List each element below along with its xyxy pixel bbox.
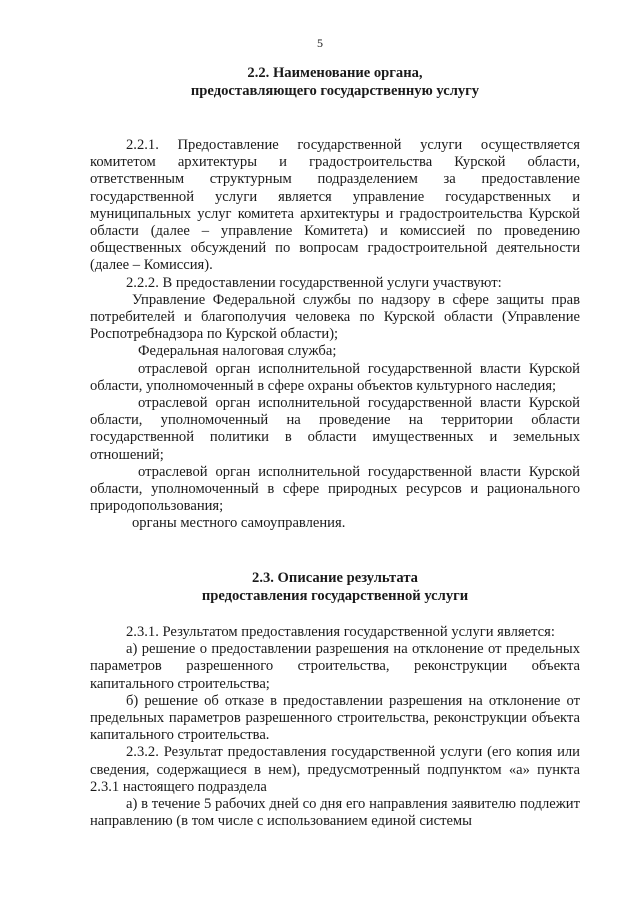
section-body-2-3 (90, 624, 580, 830)
participant-item: отраслевой орган исполнительной государственной власти Курской области, уполномоченный в сфере природных ресурсов и рационального природопользования; (90, 463, 580, 515)
paragraph-2-2-2: 2.2.2. В предоставлении государственной услуги участвуют: (126, 274, 502, 291)
page-number: 5 (317, 36, 323, 50)
section-heading-line: предоставления государственной услуги (201, 588, 469, 604)
section-heading-2-3 (90, 569, 580, 605)
participant-item: отраслевой орган исполнительной государственной власти Курской области, уполномоченный в сфере охраны объектов культурного наследия; (90, 360, 580, 394)
participant-item: Управление Федеральной службы по надзору в сфере защиты прав потребителей и благополучия человека по Курской области (Управление Роспотребнадзора по Курской области); (90, 291, 580, 343)
paragraph-2-2-1: 2.2.1. Предоставление государственной услуги осуществляется комитетом архитектуры и градостроительства Курской области, ответственным структурным подразделением за предоставление государственной услуги является управление государственных и муниципальных услуг комитета архитектуры и градостроительства Курской области (далее – управление Комитета) и комиссией по проведению общественных обсуждений по вопросам градостроительной деятельности (далее – Комиссия). (90, 137, 580, 274)
participant-item: Федеральная налоговая служба; (138, 343, 337, 360)
section-heading-line: 2.3. Описание результата (252, 570, 418, 586)
section-body-2-2 (90, 137, 580, 533)
paragraph-2-3-1: 2.3.1. Результатом предоставления государственной услуги является: (126, 624, 555, 640)
section-heading-2-2 (90, 64, 580, 100)
participant-item: органы местного самоуправления. (132, 515, 346, 532)
paragraph-item-b: б) решение об отказе в предоставлении разрешения на отклонение от предельных параметров разрешенного строительства, реконструкции объекта капитального строительства. (90, 692, 580, 744)
section-heading-line: предоставляющего государственную услугу (190, 83, 480, 99)
paragraph-2-3-2-a: а) в течение 5 рабочих дней со дня его направления заявителю подлежит направлению (в том числе с использованием единой системы (90, 796, 580, 830)
section-heading-line: 2.2. Наименование органа, (247, 65, 423, 81)
paragraph-2-3-2: 2.3.2. Результат предоставления государственной услуги (его копия или сведения, содержащиеся в нем), предусмотренный подпунктом «а» пункта 2.3.1 настоящего подраздела (90, 744, 580, 795)
paragraph-item-a: а) решение о предоставлении разрешения на отклонение от предельных параметров разрешенного строительства, реконструкции объекта капитального строительства; (90, 641, 580, 692)
participant-item: отраслевой орган исполнительной государственной власти Курской области, уполномоченный на проведение на территории области государственной политики в области имущественных и земельных отношений; (90, 395, 580, 463)
